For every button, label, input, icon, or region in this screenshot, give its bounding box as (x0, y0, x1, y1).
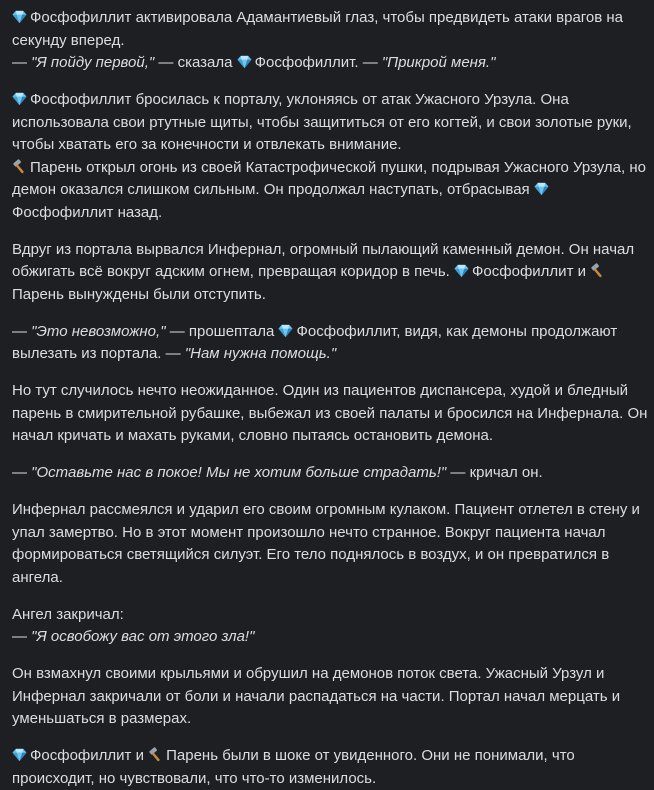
dialogue-quote: "Оставьте нас в покое! Мы не хотим больше страдать!" (31, 464, 447, 481)
paragraph-5 (12, 380, 648, 448)
paragraph-1 (12, 7, 648, 75)
line (12, 626, 648, 649)
line (12, 52, 648, 75)
narration-text: — сказала (154, 54, 237, 71)
gem-stone-icon (12, 747, 27, 762)
paragraph-7 (12, 499, 648, 589)
dialogue-quote: "Прикрой меня." (381, 54, 496, 71)
paragraph-text: Вдруг из портала вырвался Инфернал, огромный пылающий каменный демон. Он начал обжигать всё вокруг адским огнем, превращая коридор в печь. (12, 240, 635, 280)
dialogue-quote: "Я пойду первой," (31, 54, 155, 71)
dialogue-quote: "Нам нужна помощь." (184, 345, 337, 362)
gem-stone-icon (534, 181, 549, 196)
gem-stone-icon (12, 91, 27, 106)
paragraph-text: Но тут случилось нечто неожиданное. Один из пациентов диспансера, худой и бледный парень в смирительной рубашке, выбежал из своей палаты и бросился на Инфернала. Он начал кричать и махать руками, словно пытаясь остановить демона. (12, 382, 648, 444)
paragraph-10 (12, 745, 648, 790)
narration-text: Фосфофиллит, видя, как демоны продолжают вылезать из портала. — (12, 322, 618, 362)
paragraph-text: Фосфофиллит назад. (12, 203, 163, 221)
paragraph-6 (12, 462, 648, 485)
paragraph-text: Он взмахнул своими крыльями и обрушил на демонов поток света. Ужасный Урзул и Инфернал закричали от боли и начали распадаться на части. Портал начал мерцать и уменьшаться в размерах. (12, 665, 621, 727)
hammer-icon (590, 263, 605, 278)
line (12, 89, 648, 157)
paragraph-text: Ангел закричал: (12, 605, 124, 623)
paragraph-9 (12, 663, 648, 731)
gem-stone-icon (454, 263, 469, 278)
paragraph-text: Фосфофиллит и (472, 263, 591, 280)
line (12, 157, 648, 225)
paragraph-text: Парень вынуждены были отступить. (12, 285, 266, 303)
paragraph-text: Фосфофиллит и (30, 747, 149, 764)
dialogue-quote: "Это невозможно," (31, 322, 166, 340)
dash: — (12, 54, 32, 71)
dash: — (12, 628, 32, 645)
paragraph-4 (12, 321, 648, 366)
gem-stone-icon (278, 323, 293, 338)
hammer-icon (12, 159, 27, 174)
dialogue-quote: "Я освобожу вас от этого зла!" (31, 628, 255, 645)
paragraph-text: Инфернал рассмеялся и ударил его своим огромным кулаком. Пациент отлетел в стену и упал замертво. Но в этот момент произошло нечто странное. Вокруг пациента начал формироваться светящийся силуэт. Его тело поднялось в воздух, и он превратился в ангела. (12, 501, 640, 586)
paragraph-text: Парень открыл огонь из своей Катастрофической пушки, подрывая Ужасного Урзула, но демон оказался слишком сильным. Он продолжал наступать, отбрасывая (12, 158, 646, 198)
narration-text: Фосфофиллит. — (254, 54, 382, 71)
dash: — (12, 464, 32, 481)
paragraph-2 (12, 89, 648, 224)
gem-stone-icon (12, 9, 27, 24)
narration-text: — прошептала (165, 322, 279, 340)
paragraph-text: Фосфофиллит бросилась к порталу, уклоняясь от атак Ужасного Урзула. Она использовала свои ртутные щиты, чтобы защититься от его когтей, и свои золотые руки, чтобы хватать его за конечности и отвлекать внимание. (12, 91, 632, 153)
narration-text: — кричал он. (446, 464, 543, 481)
paragraph-8 (12, 604, 648, 649)
gem-stone-icon (237, 54, 252, 69)
dash: — (12, 322, 32, 340)
paragraph-text: Парень были в шоке от увиденного. Они не понимали, что происходит, но чувствовали, что что-то изменилось. (12, 747, 575, 787)
paragraph-text: Фосфофиллит активировала Адамантиевый глаз, чтобы предвидеть атаки врагов на секунду вперед. (12, 9, 624, 49)
hammer-icon (148, 747, 163, 762)
paragraph-3 (12, 239, 648, 307)
line (12, 7, 648, 52)
